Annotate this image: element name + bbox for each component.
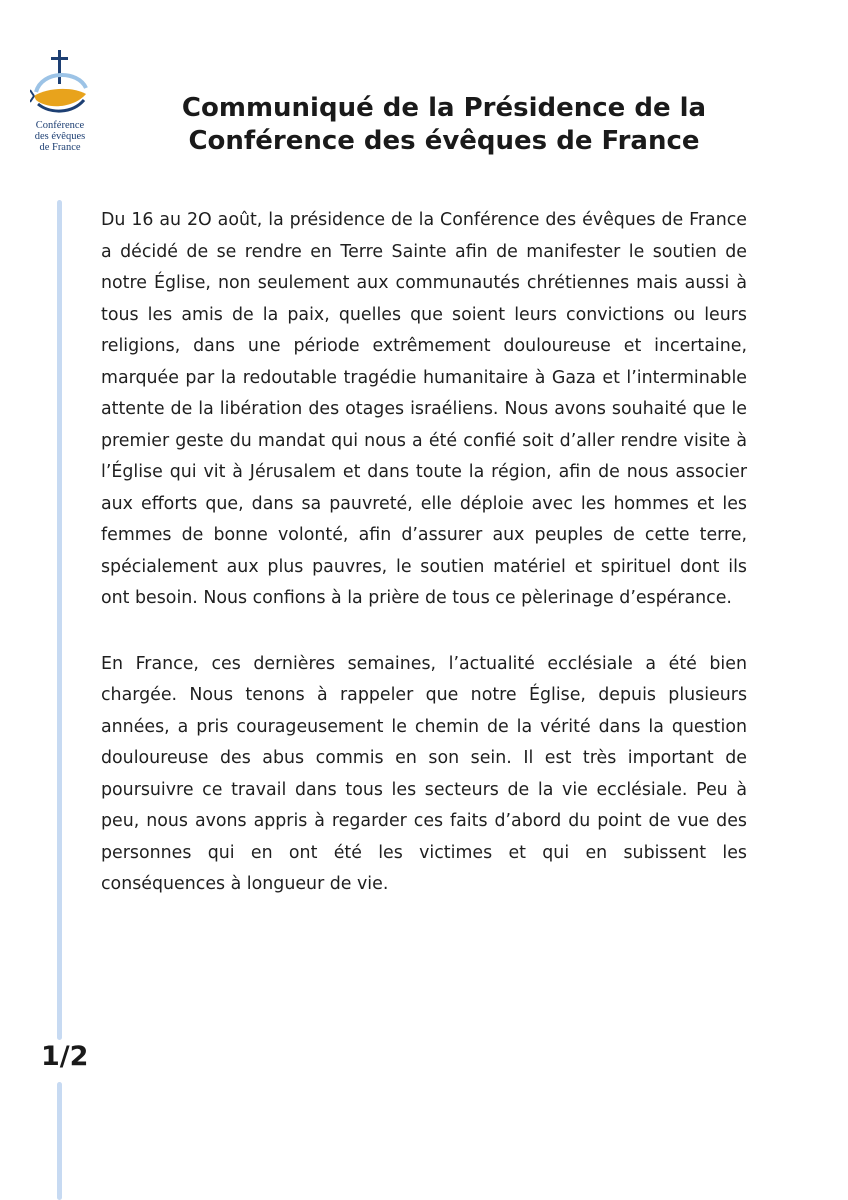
page-title bbox=[130, 92, 758, 158]
communique-body bbox=[101, 205, 747, 901]
logo-line-2: des évêques bbox=[34, 131, 86, 142]
page-number: 1/2 bbox=[41, 1041, 89, 1072]
logo-line-3: de France bbox=[39, 142, 81, 153]
cross-fish-emblem-icon bbox=[30, 48, 90, 118]
margin-rule-bottom bbox=[57, 1082, 62, 1200]
logo-line-1: Conférence bbox=[35, 120, 85, 131]
logo-wordmark bbox=[24, 120, 96, 153]
title-line-2: Conférence des évêques de France bbox=[188, 126, 700, 156]
paragraph-2: En France, ces dernières semaines, l’actualité ecclésiale a été bien chargée. Nous tenons à rappeler que notre Église, depuis plusieurs années, a pris courageusement le chemin de la vérité dans la question douloureuse des abus commis en son sein. Il est très important de poursuivre ce travail dans tous les secteurs de la vie ecclésiale. Peu à peu, nous avons appris à regarder ces faits d’abord du point de vue des personnes qui en ont été les victimes et qui en subissent les conséquences à longueur de vie. bbox=[101, 653, 747, 894]
paragraph-1: Du 16 au 2O août, la présidence de la Conférence des évêques de France a décidé de se rendre en Terre Sainte afin de manifester le soutien de notre Église, non seulement aux communautés chrétiennes mais aussi à tous les amis de la paix, quelles que soient leurs convictions ou leurs religions, dans une période extrêmement douloureuse et incertaine, marquée par la redoutable tragédie humanitaire à Gaza et l’interminable attente de la libération des otages israéliens. Nous avons souhaité que le premier geste du mandat qui nous a été confié soit d’aller rendre visite à l’Église qui vit à Jérusalem et dans toute la région, afin de nous associer aux efforts que, dans sa pauvreté, elle déploie avec les hommes et les femmes de bonne volonté, afin d’assurer aux peuples de cette terre, spécialement aux plus pauvres, le soutien matériel et spirituel dont ils ont besoin. Nous confions à la prière de tous ce pèlerinage d’espérance. bbox=[101, 210, 747, 608]
cef-logo bbox=[24, 48, 96, 168]
title-line-1: Communiqué de la Présidence de la bbox=[181, 93, 707, 123]
margin-rule-top bbox=[57, 200, 62, 1040]
